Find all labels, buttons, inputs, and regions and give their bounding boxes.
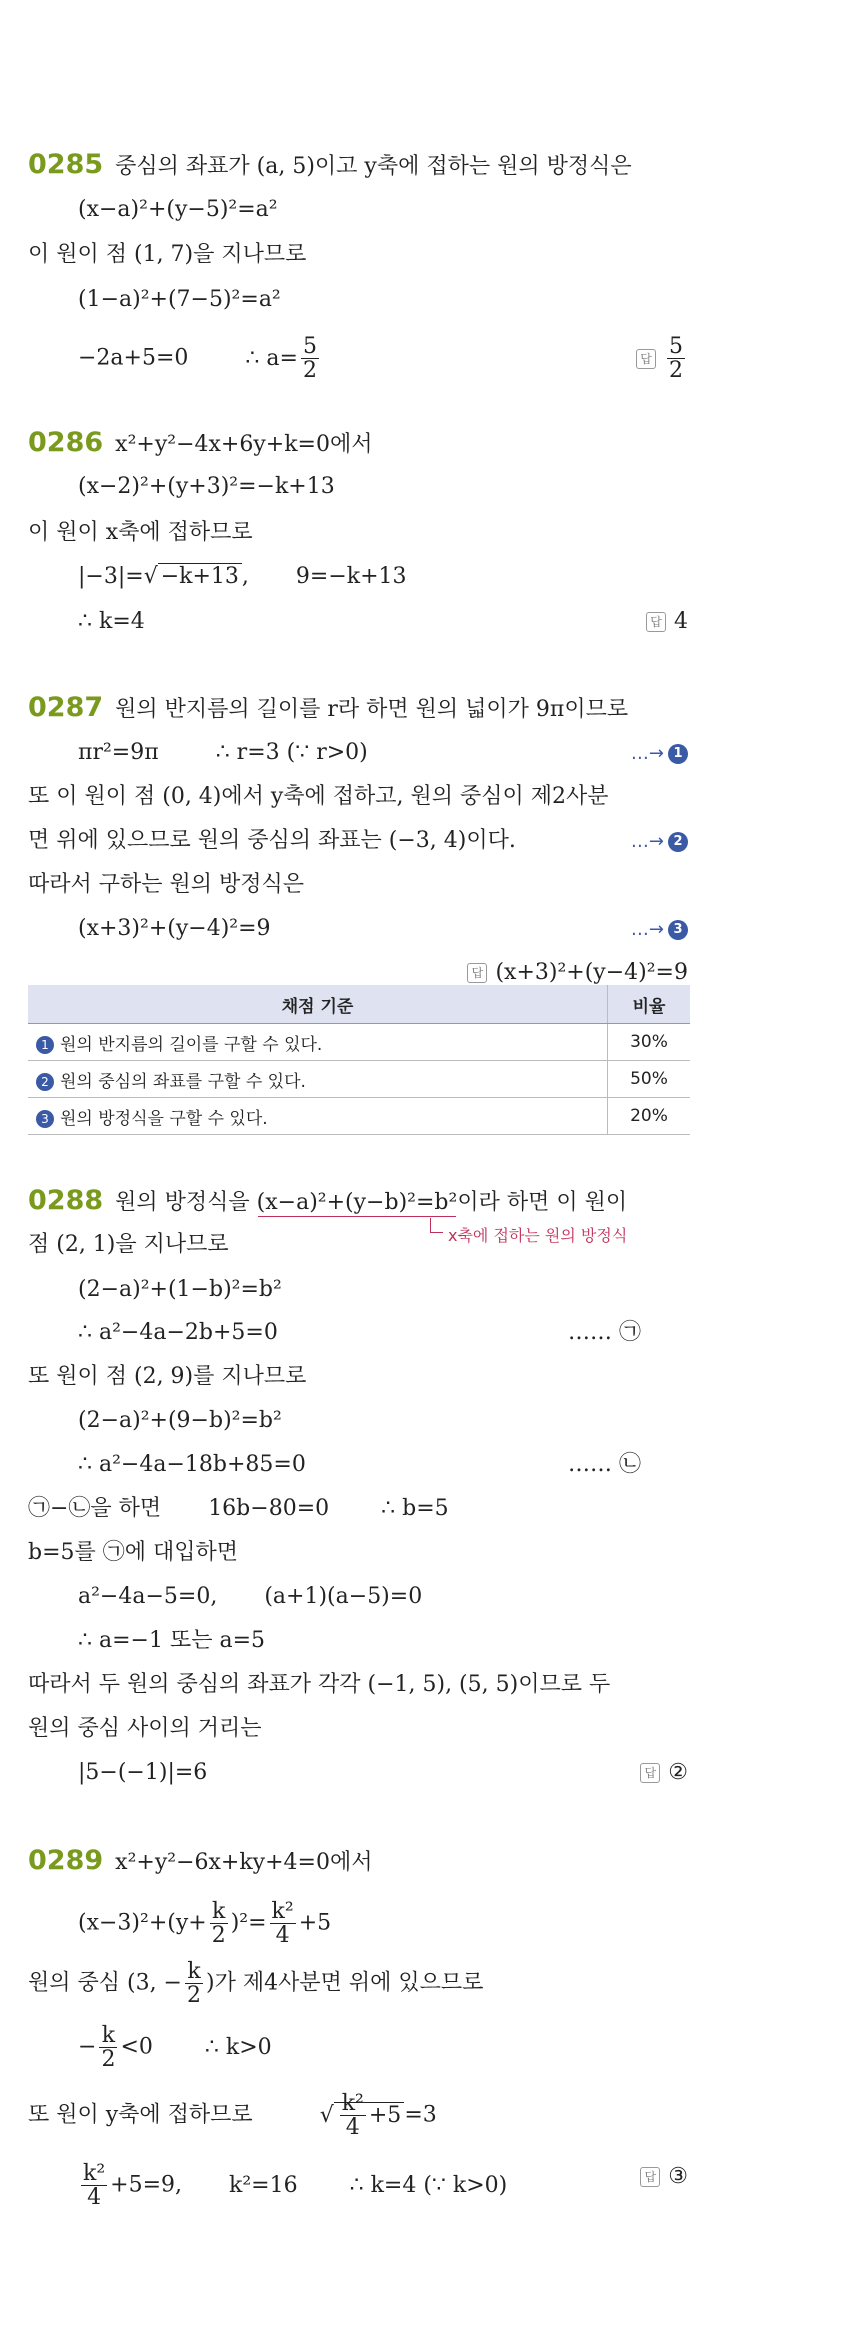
step-marker-2: …→ 2 xyxy=(631,826,688,857)
equation xyxy=(28,1494,449,1524)
problem-number: 0287 xyxy=(28,692,104,723)
equation-mark: …… ㉠ xyxy=(568,1320,641,1345)
answer xyxy=(636,335,688,382)
header-criteria: 채점 기준 xyxy=(28,985,608,1024)
answer-icon: 답 xyxy=(640,2167,660,2187)
equation: (x−2)²+(y+3)²=−k+13 xyxy=(78,474,335,499)
equation xyxy=(78,562,407,592)
text: x²+y²−4x+6y+k=0에서 xyxy=(115,432,373,457)
denominator: 4 xyxy=(345,2115,360,2141)
equation-part: +5 xyxy=(298,1910,332,1936)
denominator: 2 xyxy=(101,2047,116,2073)
equation: ∴ a²−4a−18b+85=0 xyxy=(78,1452,306,1477)
answer-icon: 답 xyxy=(646,612,666,632)
problem-number: 0286 xyxy=(28,427,104,458)
text: 또 원이 y축에 접하므로 xyxy=(28,2102,253,2128)
problem-number: 0285 xyxy=(28,149,104,180)
equation: ∴ a²−4a−2b+5=0 xyxy=(78,1320,278,1345)
answer xyxy=(640,2162,688,2192)
fraction xyxy=(667,335,685,382)
answer xyxy=(640,1758,688,1788)
text: 따라서 구하는 원의 방정식은 xyxy=(28,872,305,897)
problem-0286-line1 xyxy=(28,428,372,460)
criteria: 원의 방정식을 구할 수 있다. xyxy=(60,1108,268,1129)
fraction xyxy=(340,2092,366,2139)
equation-part: 16b−80=0 xyxy=(208,1496,330,1521)
text: 원의 중심 사이의 거리는 xyxy=(28,1716,262,1741)
fraction xyxy=(81,2162,107,2209)
rate: 30% xyxy=(608,1024,691,1061)
numerator: k² xyxy=(271,1899,294,1924)
equation-part: +5=9, xyxy=(110,2172,183,2198)
text: b=5를 ㉠에 대입하면 xyxy=(28,1540,239,1565)
answer-icon: 답 xyxy=(640,1763,660,1783)
equation-part: ㉠−㉡을 하면 xyxy=(28,1496,162,1521)
equation: |5−(−1)|=6 xyxy=(78,1760,208,1785)
text: 면 위에 있으므로 원의 중심의 좌표는 (−3, 4)이다. xyxy=(28,828,516,853)
underline xyxy=(258,1216,456,1217)
equation-part: )²= xyxy=(230,1910,267,1936)
text: 원의 방정식을 xyxy=(115,1190,250,1215)
answer xyxy=(467,958,688,988)
note-pointer xyxy=(430,1218,443,1233)
numerator: k xyxy=(99,2024,117,2048)
fraction xyxy=(185,1960,203,2007)
equation xyxy=(78,1582,422,1612)
annotation-note: x축에 접하는 원의 방정식 xyxy=(448,1226,628,1245)
equation-part: +5 xyxy=(368,2102,402,2128)
rate: 20% xyxy=(608,1098,691,1135)
equation xyxy=(78,2024,272,2071)
numerator: 5 xyxy=(669,334,683,359)
text: 원의 반지름의 길이를 r라 하면 원의 넓이가 9π이므로 xyxy=(115,697,629,722)
denominator: 2 xyxy=(211,1923,226,1949)
criteria: 원의 반지름의 길이를 구할 수 있다. xyxy=(60,1034,323,1055)
step-arrow: …→ xyxy=(630,831,664,852)
answer-value: 4 xyxy=(674,609,688,634)
equation-part: (x−3)²+(y+ xyxy=(78,1910,207,1936)
answer-icon: 답 xyxy=(636,349,656,369)
numerator: 5 xyxy=(302,334,317,359)
equation-part: ∴ a= xyxy=(245,345,298,371)
equation-part: =3 xyxy=(404,2102,437,2128)
underlined-equation: (x−a)²+(y−b)²=b² xyxy=(256,1190,458,1215)
table-row xyxy=(28,1098,690,1135)
text: 중심의 좌표가 (a, 5)이고 y축에 접하는 원의 방정식은 xyxy=(115,154,632,179)
text: 또 원이 점 (2, 9)를 지나므로 xyxy=(28,1364,307,1389)
text xyxy=(28,2092,437,2139)
fraction xyxy=(301,335,319,382)
table-row xyxy=(28,1061,690,1098)
grading-table xyxy=(28,985,690,1135)
problem-number: 0289 xyxy=(28,1845,104,1876)
step-marker-3: …→ 3 xyxy=(631,914,688,945)
header-rate: 비율 xyxy=(608,985,691,1024)
answer-value: (x+3)²+(y−4)²=9 xyxy=(495,960,688,985)
problem-0289-line1 xyxy=(28,1846,372,1878)
equation-part: (a+1)(a−5)=0 xyxy=(264,1584,423,1609)
text: 점 (2, 1)을 지나므로 xyxy=(28,1232,229,1257)
equation: (x−a)²+(y−5)²=a² xyxy=(78,197,278,222)
equation-part: πr²=9π xyxy=(78,740,159,765)
step-arrow: …→ xyxy=(630,919,664,940)
step-marker-1: …→ 1 xyxy=(631,738,688,769)
text xyxy=(28,1960,483,2007)
equation-part: − xyxy=(78,2034,97,2060)
equation-part: a²−4a−5=0, xyxy=(78,1584,218,1609)
problem-number: 0288 xyxy=(28,1185,104,1216)
fraction xyxy=(99,2024,117,2071)
fraction xyxy=(270,1900,296,1947)
equation-part: −2a+5=0 xyxy=(78,345,189,371)
equation-part: |−3|=√ xyxy=(78,564,158,589)
text: 이 원이 점 (1, 7)을 지나므로 xyxy=(28,242,307,267)
equation xyxy=(78,1900,331,1947)
denominator: 4 xyxy=(275,1923,290,1949)
equation-part: 원의 중심 (3, − xyxy=(28,1970,182,1996)
step-number-icon: 2 xyxy=(36,1073,54,1091)
answer-value: ③ xyxy=(668,2164,688,2189)
denominator: 2 xyxy=(669,358,683,384)
text: 또 이 원이 점 (0, 4)에서 y축에 접하고, 원의 중심이 제2사분 xyxy=(28,784,609,809)
denominator: 4 xyxy=(87,2185,102,2211)
equation: ∴ a=−1 또는 a=5 xyxy=(78,1628,266,1653)
problem-0287-line1 xyxy=(28,693,628,725)
table-row xyxy=(28,1024,690,1061)
step-number-icon: 3 xyxy=(36,1110,54,1128)
radicand xyxy=(334,2091,405,2141)
equation: (2−a)²+(1−b)²=b² xyxy=(78,1277,282,1302)
equation-part: 9=−k+13 xyxy=(295,564,407,589)
equation-part: k²=16 xyxy=(229,2172,298,2198)
numerator: k² xyxy=(341,2091,364,2116)
text: )가 제4사분면 위에 있으므로 xyxy=(206,1970,484,1996)
text: 이라 하면 이 원이 xyxy=(457,1190,628,1215)
equation xyxy=(78,335,322,382)
equation-mark: …… ㉡ xyxy=(568,1452,641,1477)
denominator: 2 xyxy=(302,358,317,384)
equation xyxy=(78,738,368,768)
radical-sign: √ xyxy=(319,2102,334,2128)
problem-0285-line1 xyxy=(28,150,632,182)
fraction xyxy=(210,1900,228,1947)
step-arrow: …→ xyxy=(630,743,664,764)
equation: (1−a)²+(7−5)²=a² xyxy=(78,287,281,312)
answer xyxy=(646,607,688,637)
equation: (2−a)²+(9−b)²=b² xyxy=(78,1408,282,1433)
step-number-icon: 1 xyxy=(36,1036,54,1054)
table-header xyxy=(28,985,690,1024)
answer-icon: 답 xyxy=(467,963,487,983)
equation-part: <0 xyxy=(120,2034,153,2060)
equation-part: ∴ b=5 xyxy=(381,1496,449,1521)
numerator: k xyxy=(210,1900,228,1924)
numerator: k² xyxy=(83,2161,106,2186)
criteria: 원의 중심의 좌표를 구할 수 있다. xyxy=(60,1071,306,1092)
text: 따라서 두 원의 중심의 좌표가 각각 (−1, 5), (5, 5)이므로 두 xyxy=(28,1672,611,1697)
text: 이 원이 x축에 접하므로 xyxy=(28,520,253,545)
equation-part: ∴ k>0 xyxy=(204,2034,272,2060)
numerator: k xyxy=(185,1960,203,1984)
equation-part: , xyxy=(241,564,249,589)
text: x²+y²−6x+ky+4=0에서 xyxy=(115,1850,373,1875)
answer-value: ② xyxy=(668,1760,688,1785)
problem-0288-line1 xyxy=(28,1186,627,1218)
equation-part: ∴ k=4 (∵ k>0) xyxy=(349,2172,508,2198)
rate: 50% xyxy=(608,1061,691,1098)
equation-part: ∴ r=3 (∵ r>0) xyxy=(215,740,368,765)
radicand: −k+13 xyxy=(158,563,242,589)
equation: (x+3)²+(y−4)²=9 xyxy=(78,916,271,941)
equation xyxy=(78,2162,507,2209)
equation: ∴ k=4 xyxy=(78,609,145,634)
denominator: 2 xyxy=(187,1983,201,2009)
